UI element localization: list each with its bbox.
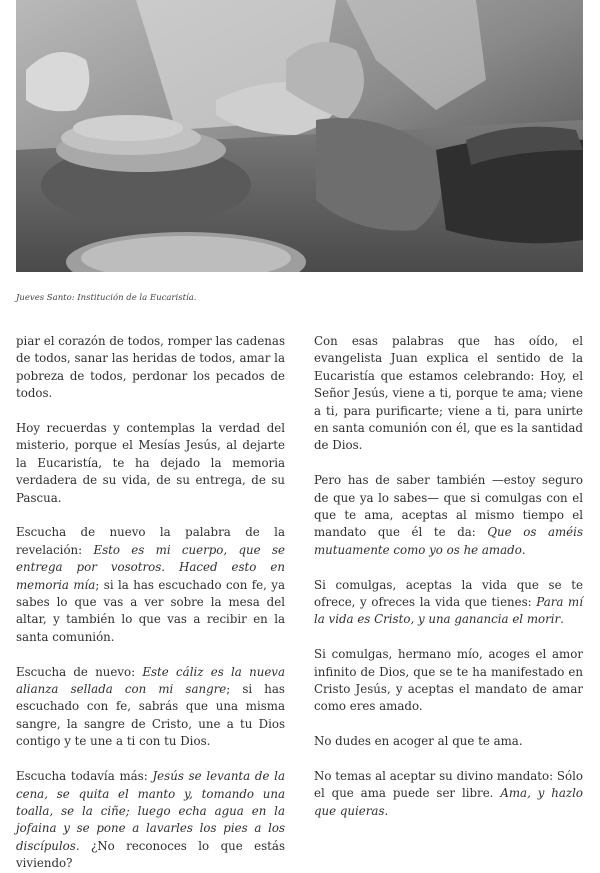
paragraph (314, 472, 583, 559)
text-run: . (384, 803, 389, 818)
italic-quote: Que os améis mutuamente como yo os he amado (314, 525, 583, 557)
text-run: Escucha de nuevo: (16, 664, 143, 679)
paragraph (314, 733, 583, 750)
left-text-column (16, 333, 285, 873)
paragraph (16, 664, 285, 751)
text-run: Con esas palabras que has oído, el evangelista Juan explica el sentido de la Eucaristía que estamos celebrando: Hoy, el Señor Jesús, viene a ti, porque te ama; viene a ti, para purificarte; viene a ti, para unirte en santa comunión con él, que es la santidad de Dios. (314, 334, 583, 453)
text-run: ; si has escuchado con fe, sabrás que una misma sangre, la sangre de Cristo, une a tu Dios contigo y te une a ti con tu Dios. (16, 682, 285, 749)
text-run: Si comulgas, aceptas la vida que se te ofrece, y ofreces la vida que tienes: (314, 577, 583, 610)
text-run: No dudes en acoger al que te ama. (314, 734, 523, 749)
right-text-column (314, 333, 583, 820)
italic-quote: Este cáliz es la nueva alianza sellada con mi sangre (16, 664, 285, 697)
paragraph (16, 524, 285, 646)
paragraph (314, 577, 583, 629)
italic-quote: Para mí la vida es Cristo, y una ganancia el morir (314, 595, 583, 627)
text-run: . ¿No reconoces lo que estás viviendo? (16, 838, 285, 871)
text-run: . (560, 612, 564, 627)
italic-quote: Ama, y hazlo que quieras (314, 786, 583, 818)
text-run: ; si la has escuchado con fe, ya sabes lo que vas a ver sobre la mesa del altar, y también lo que vas a recibir en la santa comunión. (16, 577, 285, 644)
text-run: Pero has de saber también —estoy seguro de que ya lo sabes— que si comulgas con el que te ama, aceptas al mismo tiempo el mandato que él te da: (314, 473, 583, 540)
paragraph (314, 333, 583, 455)
photo-caption: Jueves Santo: Institución de la Eucaristía. (16, 293, 197, 303)
text-run: . (521, 542, 526, 557)
text-run: Escucha todavía más: (16, 769, 153, 784)
text-run: Escucha de nuevo la palabra de la revelación: (16, 525, 285, 557)
paragraph (16, 333, 285, 403)
italic-quote: Jesús se levanta de la cena, se quita el manto y, tomando una toalla, se la ciñe; luego echa agua en la jofaina y se pone a lavarles los pies a los discípulos (16, 769, 285, 853)
text-run: No temas al aceptar su divino mandato: Sólo el que ama puede ser libre. (314, 769, 583, 801)
text-run: Hoy recuerdas y contemplas la verdad del misterio, porque el Mesías Jesús, al dejarte la Eucaristía, te ha dejado la memoria verdadera de su vida, de su entrega, de su Pascua. (16, 421, 285, 505)
paragraph (16, 768, 285, 872)
paragraph (16, 420, 285, 507)
text-run: piar el corazón de todos, romper las cadenas de todos, sanar las heridas de todos, amar la pobreza de todos, perdonar los pecados de todos. (16, 334, 285, 401)
paragraph (314, 768, 583, 820)
paragraph (314, 646, 583, 716)
italic-quote: Esto es mi cuerpo, que se entrega por vosotros. Haced esto en memoria mía (16, 542, 285, 592)
text-run: Si comulgas, hermano mío, acoges el amor infinito de Dios, que se te ha manifestado en Cristo Jesús, y aceptas el mandato de amar como eres amado. (314, 647, 583, 714)
bread-breaking-illustration (16, 0, 583, 272)
last-supper-photo (16, 0, 583, 272)
